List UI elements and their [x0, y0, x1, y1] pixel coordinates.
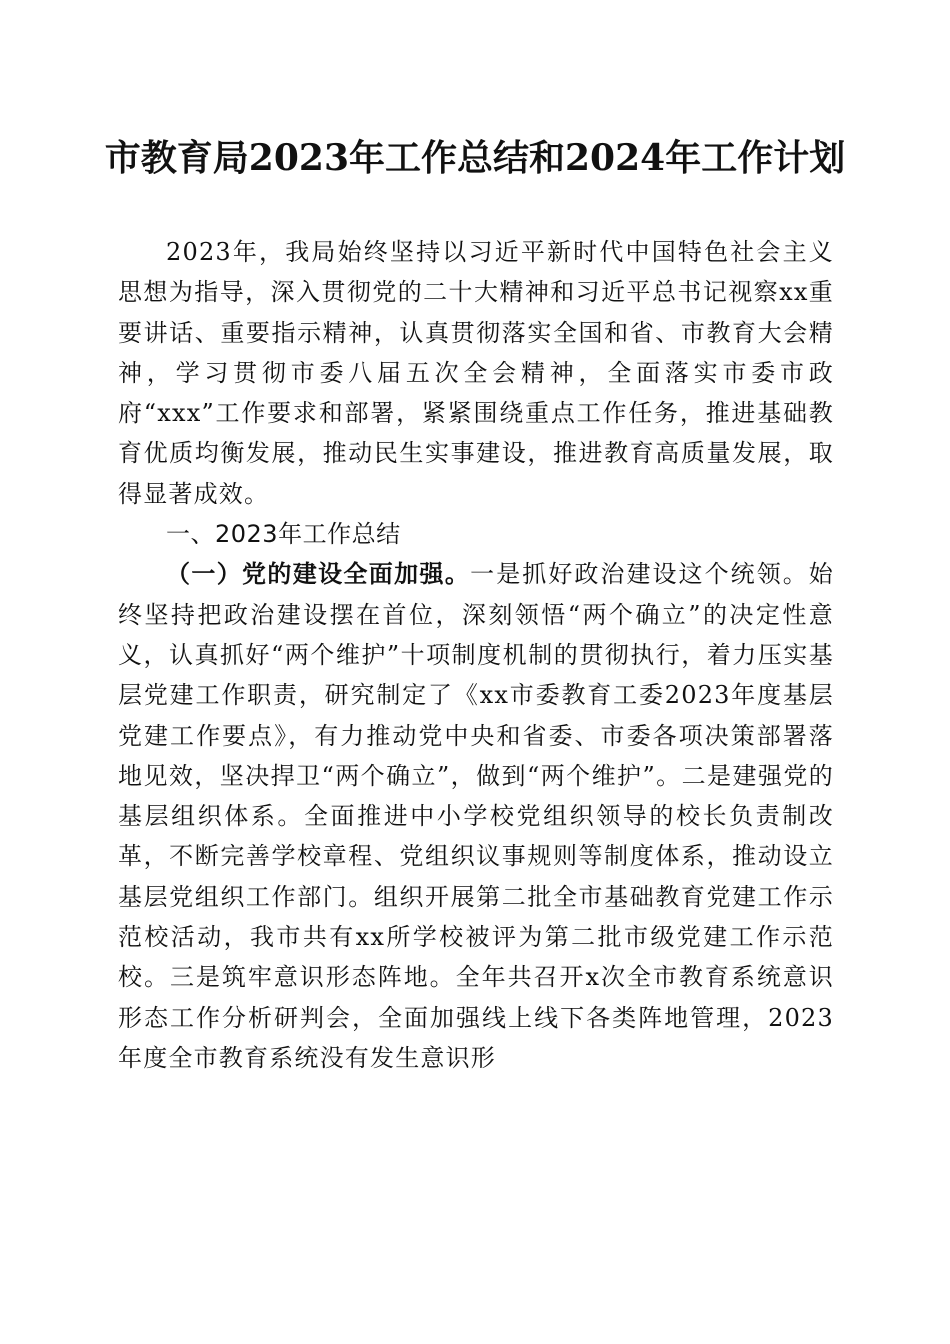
subsection-lead: （一）党的建设全面加强。 [166, 560, 471, 589]
document-body [118, 232, 834, 1078]
subsection-party-building [118, 554, 834, 1078]
document-title: 市教育局2023年工作总结和2024年工作计划 [104, 137, 846, 179]
section-heading-2023-summary: 一、2023年工作总结 [166, 520, 401, 549]
intro-paragraph: 2023年，我局始终坚持以习近平新时代中国特色社会主义思想为指导，深入贯彻党的二十大精神和习近平总书记视察xx重要讲话、重要指示精神，认真贯彻落实全国和省、市教育大会精神，学习贯彻市委八届五次全会精神，全面落实市委市政府“xxx”工作要求和部署，紧紧围绕重点工作任务，推进基础教育优质均衡发展，推动民生实事建设，推进教育高质量发展，取得显著成效。 [118, 238, 834, 508]
subsection-body: 一是抓好政治建设这个统领。始终坚持把政治建设摆在首位，深刻领悟“两个确立”的决定性意义，认真抓好“两个维护”十项制度机制的贯彻执行，着力压实基层党建工作职责，研究制定了《xx市委教育工委2023年度基层党建工作要点》，有力推动党中央和省委、市委各项决策部署落地见效，坚决捍卫“两个确立”，做到“两个维护”。二是建强党的基层组织体系。全面推进中小学校党组织领导的校长负责制改革，不断完善学校章程、党组织议事规则等制度体系，推动设立基层党组织工作部门。组织开展第二批全市基础教育党建工作示范校活动，我市共有xx所学校被评为第二批市级党建工作示范校。三是筑牢意识形态阵地。全年共召开x次全市教育系统意识形态工作分析研判会，全面加强线上线下各类阵地管理，2023年度全市教育系统没有发生意识形 [118, 560, 834, 1072]
